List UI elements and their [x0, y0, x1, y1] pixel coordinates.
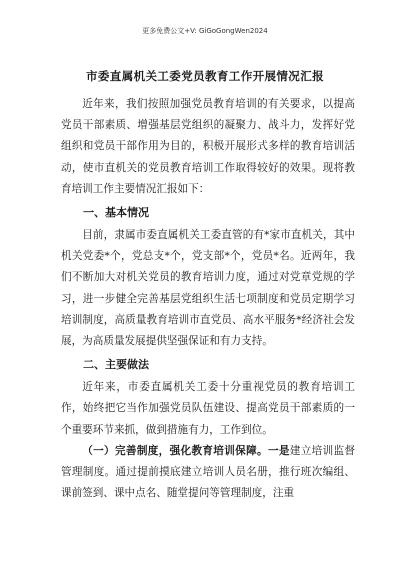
item1-label: （一）完善制度，强化教育培训保障。 [82, 444, 268, 457]
document-body [61, 94, 355, 504]
section-heading-practices: 二、主要做法 [83, 358, 149, 372]
document-title: 市委直属机关工委党员教育工作开展情况汇报 [86, 69, 324, 83]
intro-paragraph: 近年来，我们按照加强党员教育培训的有关要求，以提高党员干部素质、增强基层党组织的凝聚力、战斗力，发挥好党组织和党员干部作用为目的，积极开展形式多样的教育培训活动，使市直机关的党员教育培训工作取得较好的效果。现将教育培训工作主要情况汇报如下： [61, 98, 355, 195]
item1-text: 建立培训监督管理制度。通过提前摸底建立培训人员名册，推行班次编组、课前签到、课中点名、随堂提问等管理制度，注重 [61, 444, 356, 500]
section-heading-basic: 一、基本情况 [83, 206, 149, 220]
header-note: 更多免费公文+V: GiGoGongWen2024 [142, 27, 268, 35]
section1-paragraph: 目前，隶属市委直属机关工委直管的有*家市直机关，其中机关党委*个，党总支*个，党支部*个，党员*名。近两年，我们不断加大对机关党员的教育培训力度，通过对党章党规的学习，进一步健全完善基层党组织生活七项制度和党员定期学习培训制度，高质量教育培训市直党员、高水平服务*经济社会发展，为高质量发展提供坚强保证和有力支持。 [61, 229, 355, 348]
item1-lead: 一是 [267, 444, 290, 457]
item1-paragraph [61, 441, 355, 505]
section2-paragraph: 近年来，市委直属机关工委十分重视党员的教育培训工作，始终把它当作加强党员队伍建设、提高党员干部素质的一个重要环节来抓，做到措施有力，工作到位。 [61, 381, 355, 436]
